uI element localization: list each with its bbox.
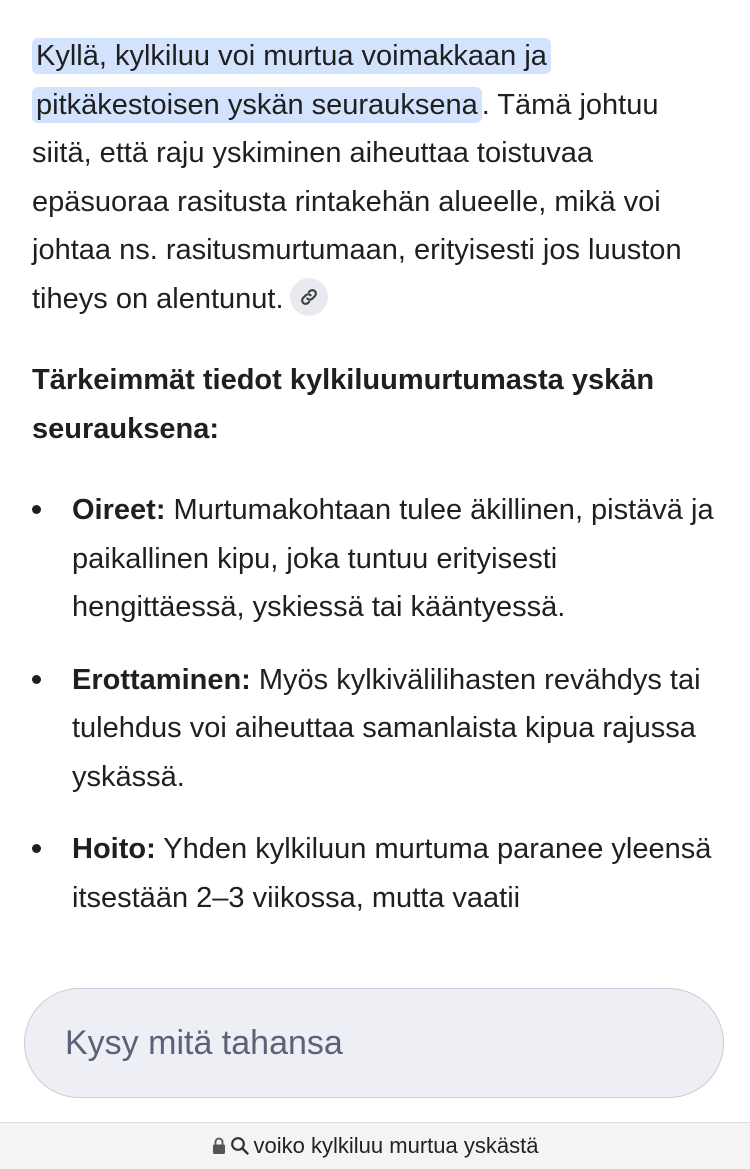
key-points-list: [32, 486, 718, 922]
point-label: Oireet:: [72, 494, 166, 526]
answer-body-text: . Tämä johtuu siitä, että raju yskiminen aiheuttaa toistuvaa epäsuoraa rasitusta rintakehän alueelle, mikä voi johtaa ns. rasitusmurtumaan, erityisesti jos luuston tiheys on alentunut.: [32, 88, 682, 315]
answer-paragraph: [32, 32, 718, 323]
highlighted-answer: [32, 38, 551, 123]
ai-answer-content: [32, 32, 718, 946]
ask-input-placeholder: Kysy mitä tahansa: [65, 1023, 343, 1062]
point-text: Yhden kylkiluun murtuma paranee yleensä itsestään 2–3 viikossa, mutta vaatii: [72, 833, 712, 914]
point-text: Murtumakohtaan tulee äkillinen, pistävä ja paikallinen kipu, joka tuntuu erityisesti hengittäessä, yskiessä tai kääntyessä.: [72, 494, 714, 623]
browser-address-bar[interactable]: [0, 1122, 750, 1169]
point-label: Erottaminen:: [72, 663, 251, 696]
list-item: [32, 656, 718, 802]
section-title: Tärkeimmät tiedot kylkiluumurtumasta yskän seurauksena:: [32, 364, 655, 445]
link-icon: [299, 287, 319, 307]
list-item: [32, 825, 718, 922]
source-link-button[interactable]: [290, 278, 328, 316]
bullet-icon: [32, 675, 41, 684]
ask-anything-input[interactable]: [24, 988, 724, 1098]
point-text: Myös kylkivälilihasten revähdys tai tulehdus voi aiheuttaa samanlaista kipua rajussa yskässä.: [72, 663, 701, 793]
lock-icon: [212, 1137, 226, 1155]
search-icon: [230, 1136, 250, 1156]
bullet-icon: [32, 505, 41, 514]
highlight-line-1: Kyllä, kylkiluu voi murtua voimakkaan ja: [36, 40, 547, 72]
bullet-icon: [32, 844, 41, 853]
address-bar-text: voiko kylkiluu murtua yskästä: [253, 1133, 539, 1158]
highlight-line-2: pitkäkestoisen yskän seurauksena: [36, 88, 478, 121]
point-label: Hoito:: [72, 833, 156, 865]
list-item: [32, 486, 718, 632]
